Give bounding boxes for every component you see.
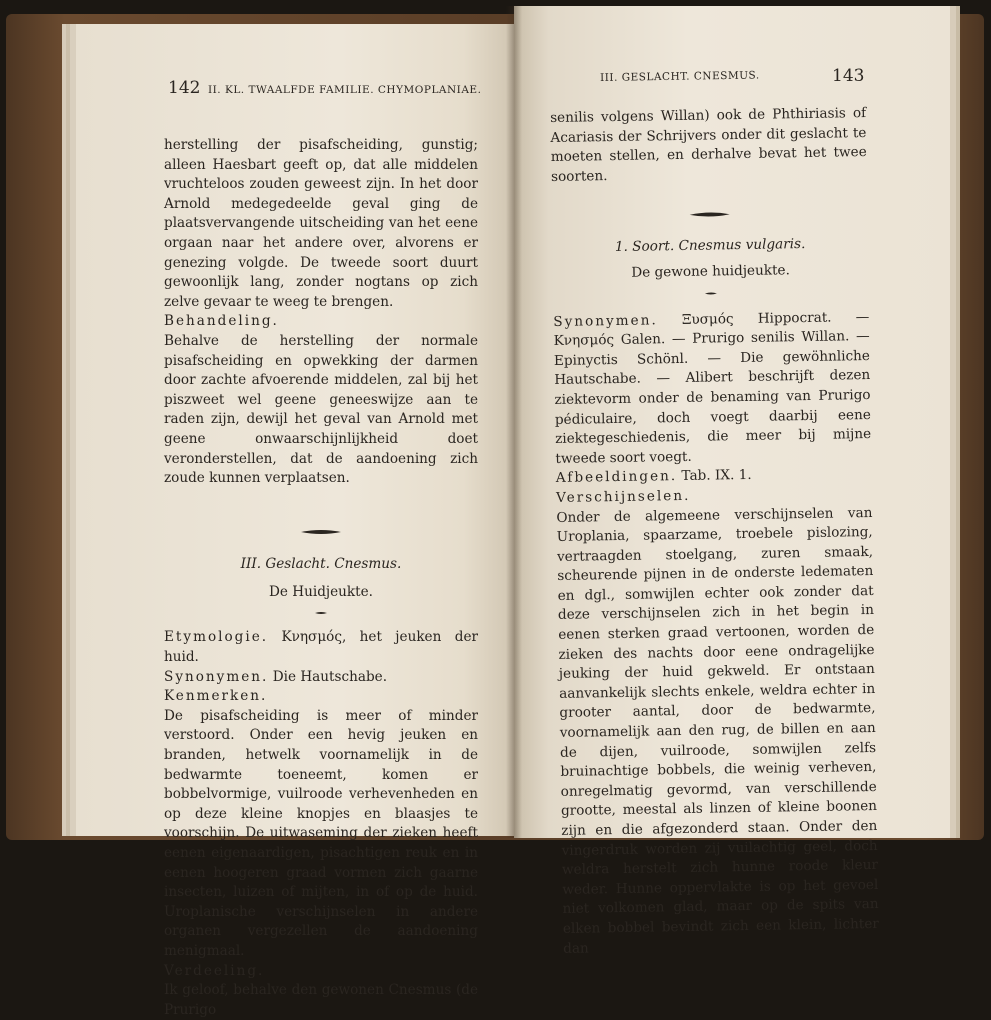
right-page [514,6,950,957]
left-page-text [164,136,478,1020]
paragraph: senilis volgens Willan) ook de Phthiriasis of Acariasis der Schrijvers onder dit geslacht te moeten stellen, en derhalve bevat het twee soorten. [550,105,867,185]
paragraph: Onder de algemeene verschijnselen van Uroplania, spaarzame, troebele pislozing, vertraagden stoelgang, zuren smaak, scheurende pijnen in de onderste ledematen en dgl., somwijlen echter ook zonder dat deze verschijnselen zich in het begin in eenen sterken graad vertoonen, worden de zieken des nachts door eene ondragelijke jeuking der huid gekweld. Er ontstaan aanvankelijk slechts enkele, weldra echter in grooter aantal, door de bedwarmte, voornamelijk aan den rug, de billen en aan de dijen, vuilroode, somwijlen zelfs bruinachtige bobbels, die weinig verheven, onregelmatig gevormd, van verschillende grootte, meestal als linzen of kleine boonen zijn en die afgezonderd staan. Onder den vingerdruk worden zij vuilachtig geel, doch weldra herstelt zich hunne roode kleur weder. Hunne oppervlakte is op het gevoel niet volkomen glad, maar op de spits van elken bobbel bevindt zich een klein, lichter dan [556,504,879,957]
section-subtitle: De Huidjeukte. [268,583,373,600]
species-subtitle: De gewone huidjeukte. [631,262,790,281]
heading-behandeling: Behandeling. [164,313,279,330]
section-title: III. Geslacht. Cnesmus. [240,556,402,573]
label-synonymen: Synonymen. [553,311,658,330]
label-verschijnselen: Verschijnselen. [555,487,691,506]
etymologie-line [164,628,478,667]
book-gutter [506,6,522,838]
label-synonymen: Synonymen. [164,668,269,685]
left-page [76,24,516,1018]
running-head-left: II. KL. TWAALFDE FAMILIE. CHYMOPLANIAE. [208,84,482,96]
synonymen-paragraph [553,308,871,470]
ornament-rule-icon [301,528,341,536]
synonymen-text: Die Hautschabe. [272,668,388,685]
paragraph: herstelling der pisafscheiding, gunstig; alleen Haesbart geeft op, dat alle middelen vruchteloos zouden geweest zijn. In het door Arnold medegedeelde geval ging de plaatsvervangende uitscheiding van het eene orgaan naar het andere over, alvorens er genezing volgde. De tweede soort duurt gewoonlijk lang, zonder nogtans op zich zelve gevaar te weeg te brengen. [164,137,478,310]
page-number-left: 142 [168,78,201,98]
paragraph: De pisafscheiding is meer of minder verstoord. Onder een hevig jeuken en branden, hetwelk voornamelijk in de bedwarmte toeneemt, komen er bobbelvormige, vuilroode verhevenheden en op deze kleine knopjes en blaasjes te voorschijn. De uitwaseming der zieken heeft eenen eigenaardigen, pisachtigen reuk en in eenen hoogeren graad vormen zich gaarne insecten, luizen of mijten, in of op de huid. Uroplanische verschijnselen in andere organen vergezellen de aandoening menigmaal. [164,707,478,959]
species-title: 1. Soort. Cnesmus vulgaris. [614,236,806,256]
label-kenmerken: Kenmerken. [164,688,268,705]
paragraph: Behalve de herstelling der normale pisafscheiding en opwekking der darmen door zachte afvoerende middelen, zal bij het piszweet wel geene geneeswijze aan te raden zijn, dewijl het geval van Arnold met geene onwaarschijnlijkheid doet veronderstellen, dat de aandoening zich zoude kunnen verplaatsen. [164,332,478,487]
page-number-right: 143 [832,66,865,86]
etymologie-text: Κνησμός, het jeuken der huid. [164,629,478,666]
label-etymologie: Etymologie. [164,629,269,646]
label-afbeeldingen: Afbeeldingen. [555,468,678,487]
synonymen-text: Ξυσμός Hippocrat. — Κνησμός Galen. — Prurigo senilis Willan. — Epinyctis Schönl. — Die gewöhnliche Hautschabe. — Alibert beschrijft dezen ziektevorm onder de benaming van Prurigo pédiculaire, doch voegt daarbij eene ziektegeschiedenis, die meer bij mijne tweede soort voegt. [553,308,872,467]
paragraph: Ik geloof, behalve den gewonen Cnesmus (de Prurigo [164,982,478,1018]
running-head-right: III. GESLACHT. CNESMUS. [600,69,760,84]
afbeeldingen-text: Tab. IX. 1. [681,467,752,485]
synonymen-line [164,668,478,688]
right-page-text [550,104,879,959]
label-verdeeling: Verdeeling. [164,962,265,979]
